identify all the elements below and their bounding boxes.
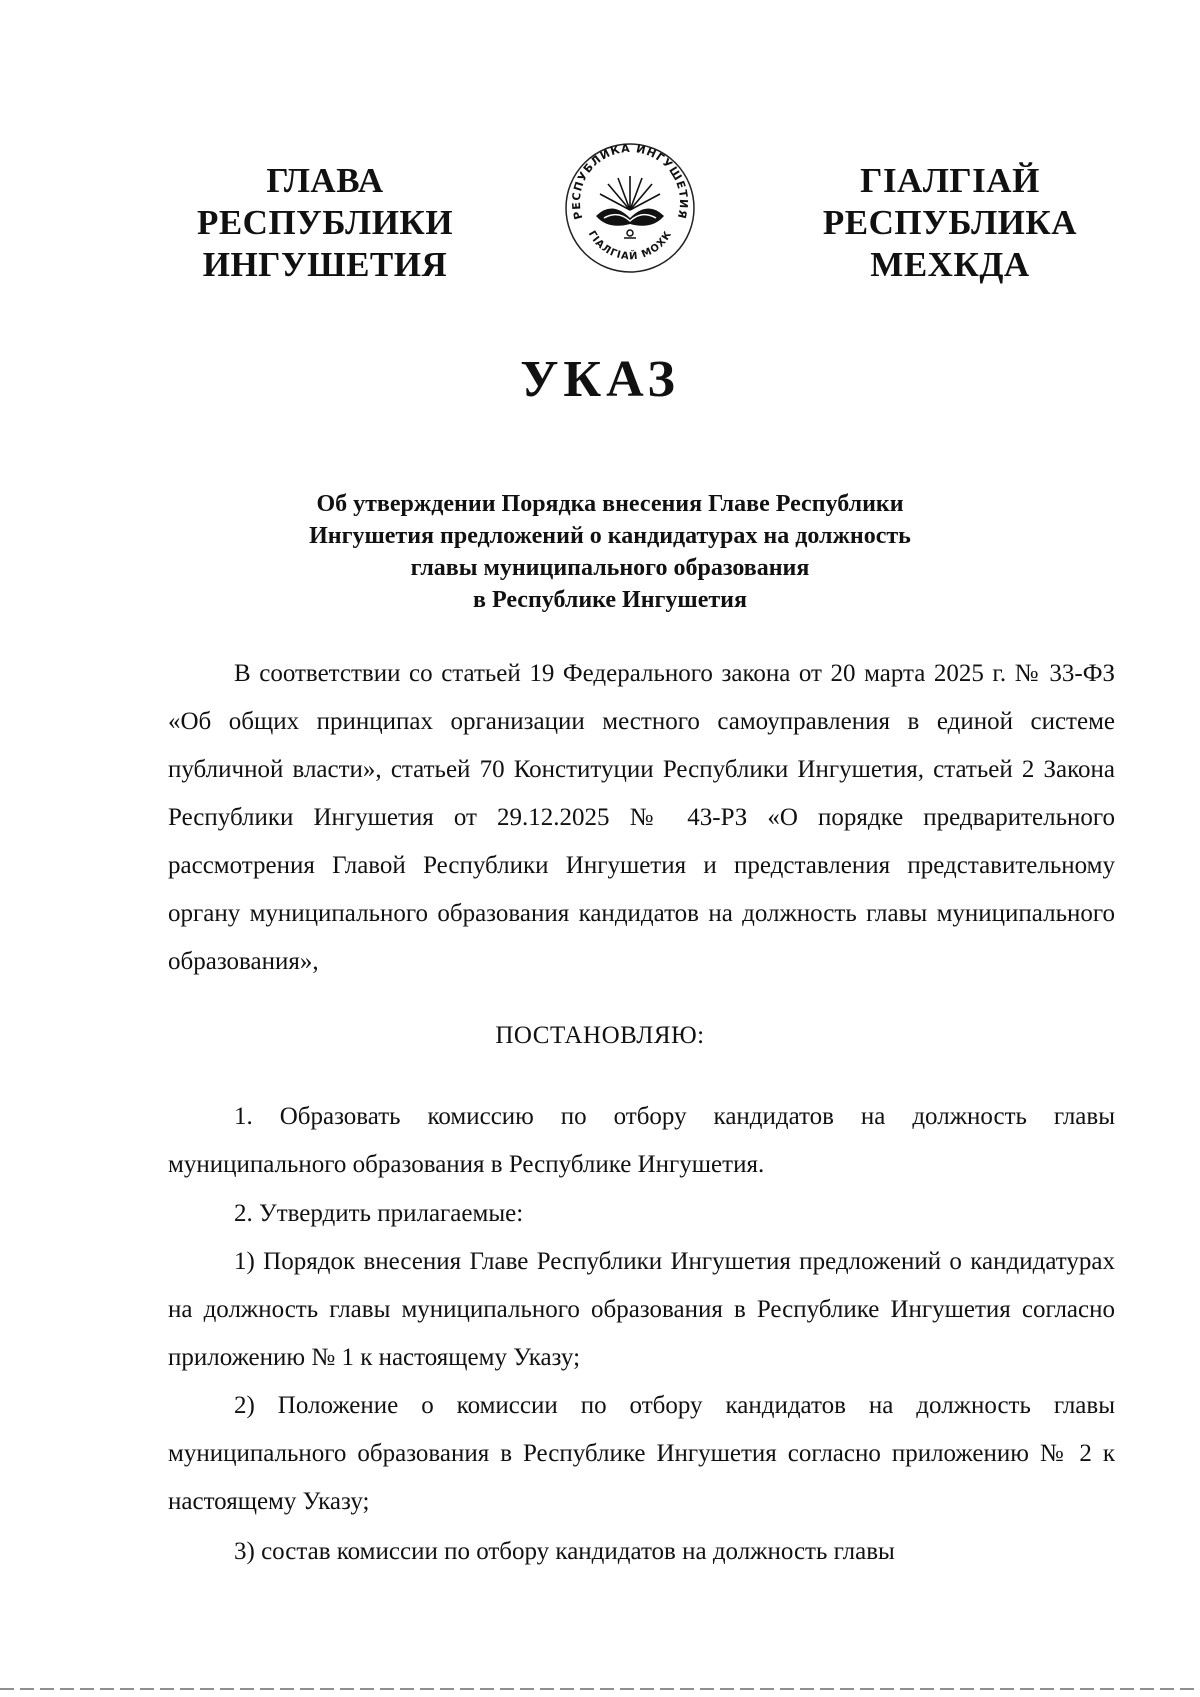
republic-emblem (560, 138, 700, 278)
header-left-line: ГЛАВА (266, 161, 384, 200)
clause-2-text: 2. Утвердить прилагаемые: (234, 1200, 524, 1227)
preamble-text: В соответствии со статьей 19 Федерального закона от 20 марта 2025 г. № 33-ФЗ «Об общих принципах организации местного самоуправления в единой системе публичной власти», статьей 70 Конституции Республики Ингушетия, статьей 2 Закона Республики Ингушетия от 29.12.2025 № 43-РЗ «О порядке предварительного рассмотрения Главой Республики Ингушетия и представления представительному органу муниципального образования кандидатов на должность главы муниципального образования», (168, 660, 1115, 975)
emblem-text-top: РЕСПУБЛИКА ИНГУШЕТИЯ (569, 141, 691, 221)
header-right-line: МЕХКДА (870, 245, 1030, 284)
header-right-line: ГIАЛГIАЙ (860, 161, 1040, 200)
header-right-ingush (815, 160, 1085, 286)
document-title (220, 488, 1000, 616)
clause-2-3 (168, 1528, 1115, 1576)
title-line: Ингушетия предложений о кандидатурах на должность (309, 523, 911, 549)
svg-text:ГIАЛГIАЙ МОХК (586, 229, 675, 262)
clause-2-1 (168, 1238, 1115, 1382)
document-type-heading: УКАЗ (520, 351, 680, 408)
decree-word: ПОСТАНОВЛЯЮ: (495, 1022, 705, 1049)
clause-2-2 (168, 1382, 1115, 1526)
header-right-line: РЕСПУБЛИКА (822, 203, 1078, 242)
header-left-line: ИНГУШЕТИЯ (202, 245, 448, 284)
scan-edge-rule (0, 1688, 1200, 1690)
clause-2-3-text: 3) состав комиссии по отбору кандидатов на должность главы (234, 1538, 895, 1565)
emblem-text-bottom: ГIАЛГIАЙ МОХК (585, 229, 675, 263)
title-line: в Республике Ингушетия (473, 587, 747, 613)
header-left-line: РЕСПУБЛИКИ (196, 203, 454, 242)
clause-2-1-text: 1) Порядок внесения Главе Республики Ингушетия предложений о кандидатурах на должность главы муниципального образования в Республике Ингушетия согласно приложению № 1 к настоящему Указу; (168, 1248, 1115, 1371)
clause-2-2-text: 2) Положение о комиссии по отбору кандидатов на должность главы муниципального образования в Республике Ингушетия согласно приложению № 2 к настоящему Указу; (168, 1392, 1115, 1515)
clause-1-text: 1. Образовать комиссию по отбору кандидатов на должность главы муниципального образования в Республике Ингушетия. (168, 1103, 1115, 1178)
preamble (168, 650, 1115, 986)
clause-2 (168, 1190, 1115, 1238)
title-line: главы муниципального образования (410, 555, 810, 581)
title-line: Об утверждении Порядка внесения Главе Республики (316, 491, 904, 517)
clause-1 (168, 1093, 1115, 1189)
header-left-russian (180, 160, 470, 286)
